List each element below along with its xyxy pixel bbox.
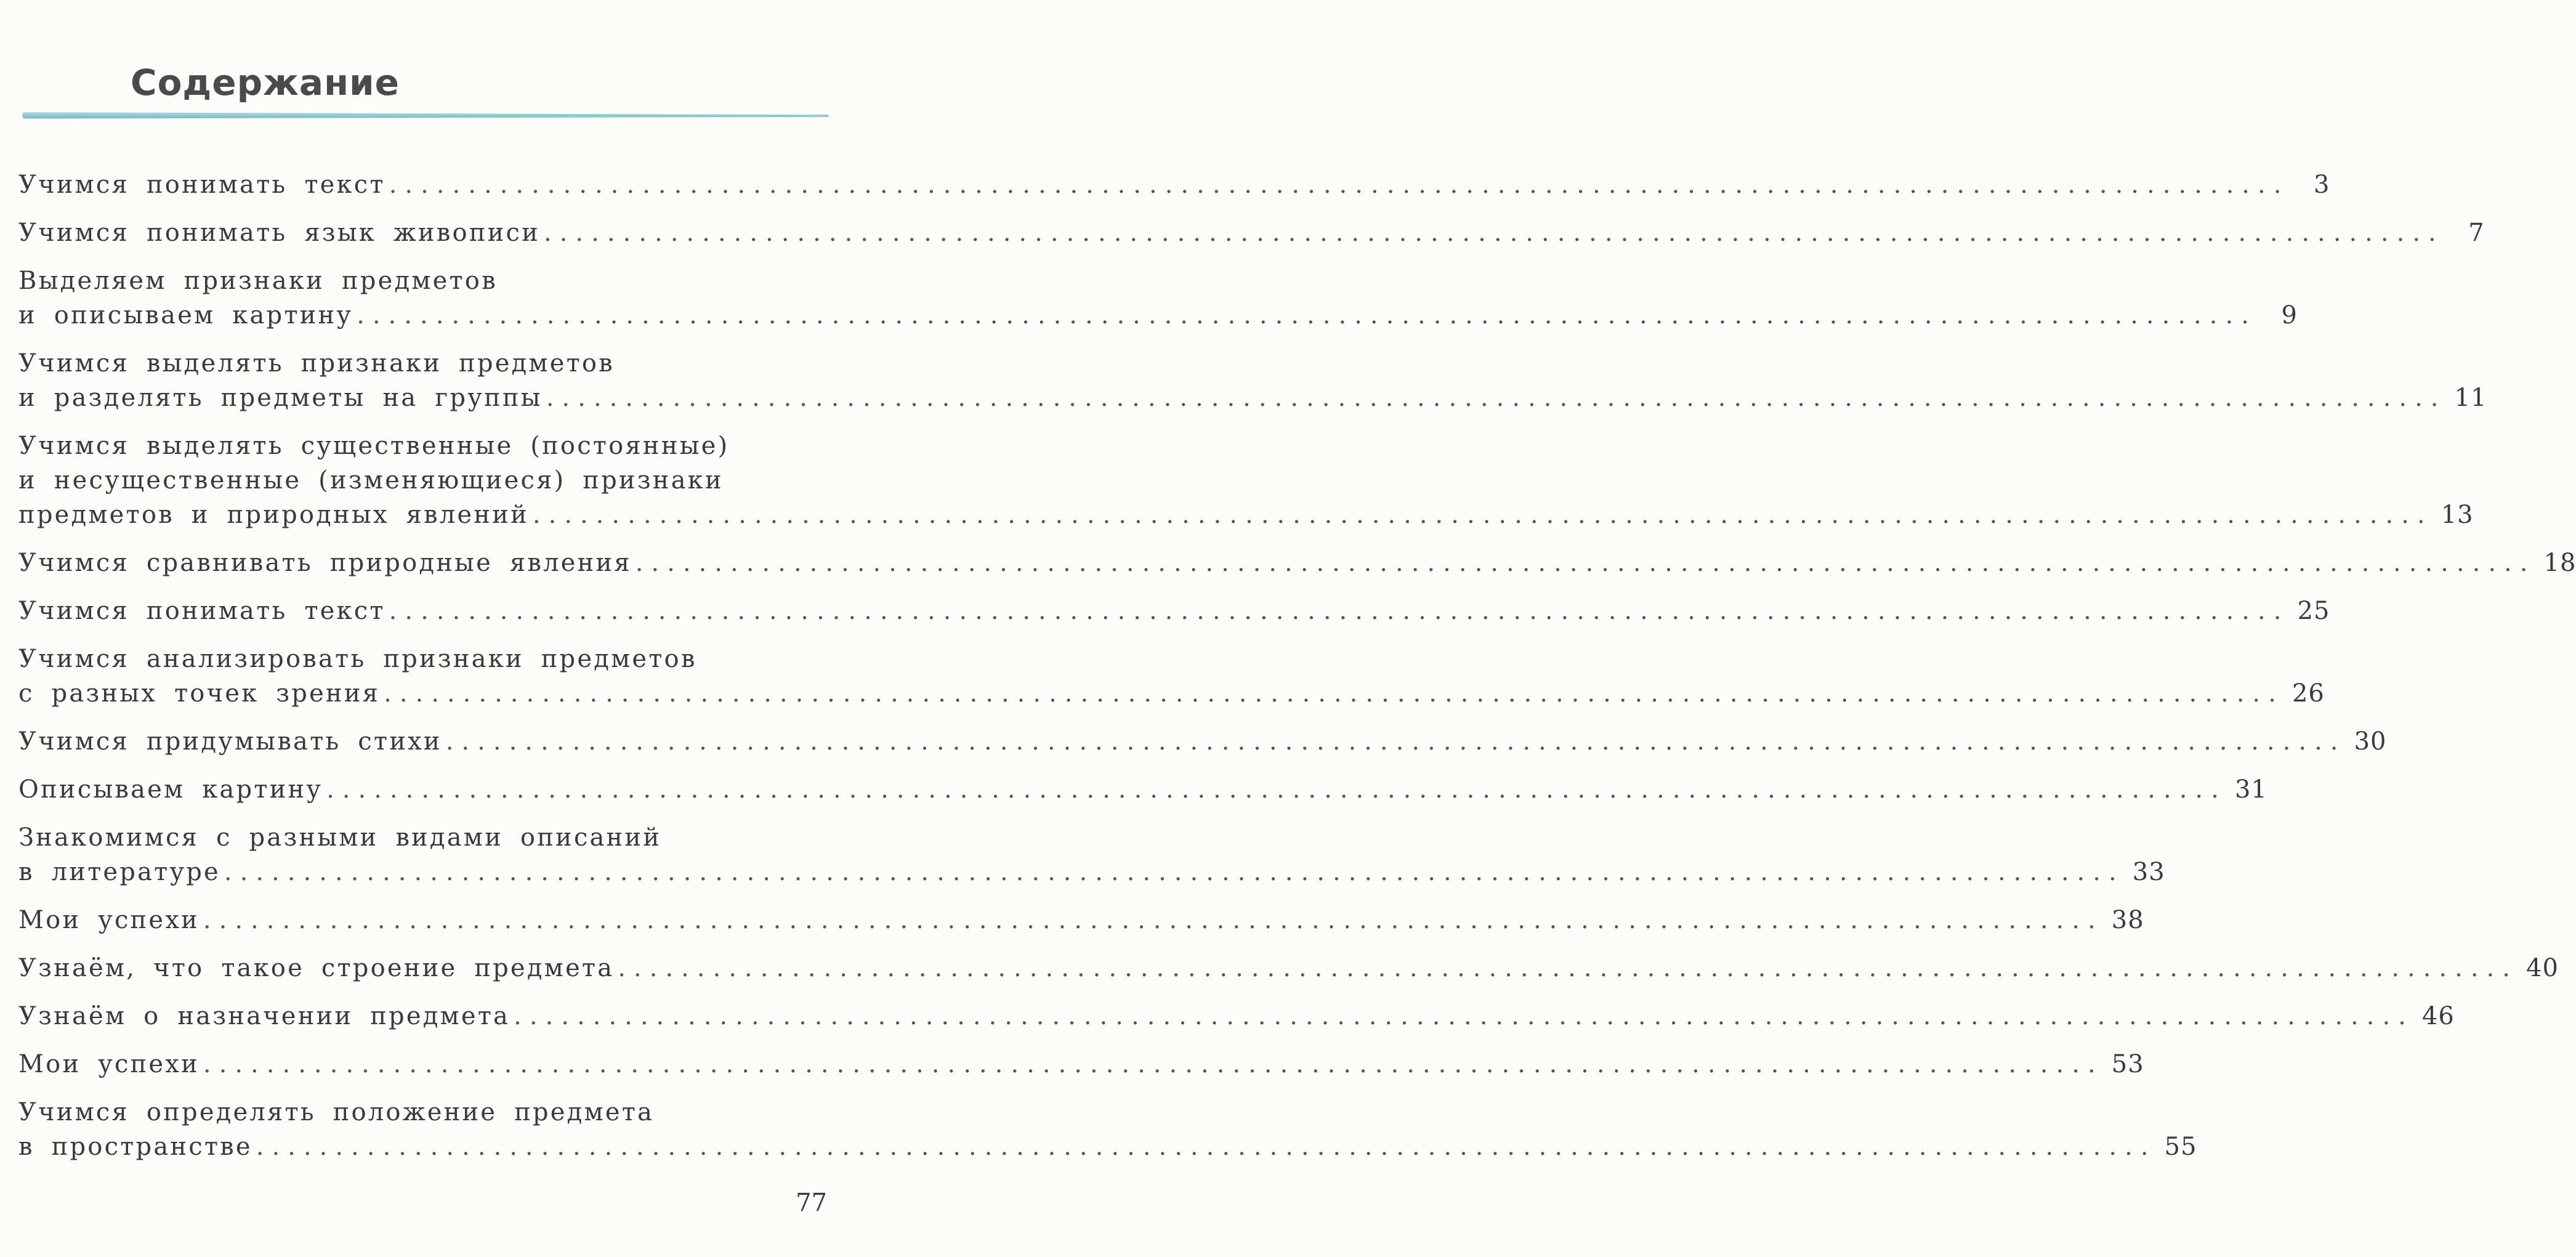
toc-entry[interactable] [18,429,2474,532]
toc-entry-title: Описываем картину [18,775,323,804]
toc-entry-title: и разделять предметы на группы [18,384,543,412]
toc-entry[interactable] [18,903,2144,937]
toc-entry-page: 46 [2421,1002,2455,1030]
toc-entry-line [18,676,2325,711]
toc-entry[interactable] [18,1095,2197,1164]
toc-entry[interactable] [18,594,2330,628]
toc-entry[interactable] [18,951,2559,985]
toc-entry-line [18,381,2487,415]
title-underline [22,111,829,119]
toc-entry-line [18,724,2387,759]
toc-entry-line [18,546,2576,580]
dot-leader: ........................................................................................................................ [514,1002,2414,1030]
toc-entry-page: 55 [2164,1133,2197,1161]
dot-leader: ........................................................................................................................ [224,858,2125,886]
toc-entry-page: 3 [2313,171,2330,199]
toc-entry-page: 25 [2297,597,2330,625]
dot-leader: ........................................................................................................................ [384,679,2284,708]
dot-leader: ........................................................................................................................ [618,954,2518,982]
toc-entry-line [18,298,2298,333]
toc-entry-title: и описываем картину [18,301,353,329]
toc-entry-page: 33 [2132,858,2165,886]
toc-entry-title: с разных точек зрения [18,679,381,708]
toc-entry-title: Учимся понимать текст [18,597,386,625]
toc-entry-title: Знакомимся с разными видами описаний [18,823,662,852]
toc-entry-page: 53 [2111,1050,2144,1078]
toc-entry-line [18,463,825,498]
dot-leader: ........................................................................................................................ [389,597,2290,625]
toc-entry-page: 13 [2441,501,2474,529]
toc-entry-line [18,264,825,298]
toc-entry-line [18,820,825,855]
toc-entry-title: Мои успехи [18,1050,200,1078]
dot-leader: ........................................................................................................................ [543,219,2444,247]
toc-entry-line [18,1130,2197,1164]
toc-entry-title: Учимся выделять существенные (постоянные) [18,432,730,460]
dot-leader: ........................................................................................................................ [203,1050,2104,1078]
toc-entry[interactable] [18,346,2487,415]
toc-entry[interactable] [18,999,2455,1033]
toc-entry-line [18,346,825,381]
toc-entry-line [18,951,2559,985]
toc-entry-line [18,642,825,676]
dot-leader: ........................................................................................................................ [546,384,2447,412]
toc-entry-title: Учимся придумывать стихи [18,727,442,756]
toc-entry[interactable] [18,264,2298,333]
toc-entry-page: 31 [2234,775,2267,804]
toc-entry-title: предметов и природных явлений [18,501,529,529]
toc-entry[interactable] [18,724,2387,759]
toc-entry-line [18,168,2330,202]
dot-leader: ........................................................................................................................ [256,1133,2157,1161]
toc-entry-line [18,498,2474,532]
toc-entry-title: в литературе [18,858,220,886]
dot-leader: ........................................................................................................................ [532,501,2433,529]
toc-entry-title: Учимся выделять признаки предметов [18,349,615,378]
table-of-contents [18,168,2576,1178]
toc-entry-title: Учимся анализировать признаки предметов [18,645,697,673]
toc-entry-line [18,594,2330,628]
toc-entry-title: Учимся понимать текст [18,171,386,199]
toc-entry-page: 7 [2468,219,2485,247]
toc-entry[interactable] [18,1047,2144,1081]
toc-entry-title: в пространстве [18,1133,252,1161]
toc-entry-title: Учимся определять положение предмета [18,1098,655,1126]
dot-leader: ........................................................................................................................ [203,906,2104,934]
toc-entry-line [18,855,2165,889]
toc-entry-title: Мои успехи [18,906,200,934]
toc-entry-page: 18 [2543,549,2576,577]
toc-entry-page: 40 [2526,954,2559,982]
toc-entry[interactable] [18,546,2576,580]
toc-entry-title: Учимся сравнивать природные явления [18,549,632,577]
toc-entry-line [18,1047,2144,1081]
toc-entry-line [18,1095,825,1130]
toc-entry[interactable] [18,168,2330,202]
toc-entry[interactable] [18,642,2325,711]
page-title: Содержание [131,62,400,103]
toc-entry[interactable] [18,820,2165,889]
dot-leader: ........................................................................................................................ [389,171,2290,199]
dot-leader: ........................................................................................................................ [635,549,2536,577]
toc-entry-page: 11 [2454,384,2487,412]
page-number: 77 [796,1189,827,1217]
toc-entry-line [18,429,825,463]
dot-leader: ........................................................................................................................ [357,301,2257,329]
toc-entry-title: Выделяем признаки предметов [18,267,498,295]
toc-entry-line [18,216,2485,250]
toc-entry[interactable] [18,216,2485,250]
toc-entry-line [18,772,2267,807]
toc-entry-title: Учимся понимать язык живописи [18,219,540,247]
toc-entry-title: и несущественные (изменяющиеся) признаки [18,466,724,495]
toc-entry[interactable] [18,772,2267,807]
toc-entry-line [18,903,2144,937]
toc-entry-page: 26 [2291,679,2325,708]
toc-entry-title: Узнаём, что такое строение предмета [18,954,615,982]
dot-leader: ........................................................................................................................ [326,775,2227,804]
toc-entry-page: 9 [2281,301,2298,329]
toc-entry-line [18,999,2455,1033]
toc-entry-title: Узнаём о назначении предмета [18,1002,511,1030]
dot-leader: ........................................................................................................................ [445,727,2346,756]
toc-entry-page: 38 [2111,906,2144,934]
toc-entry-page: 30 [2354,727,2387,756]
